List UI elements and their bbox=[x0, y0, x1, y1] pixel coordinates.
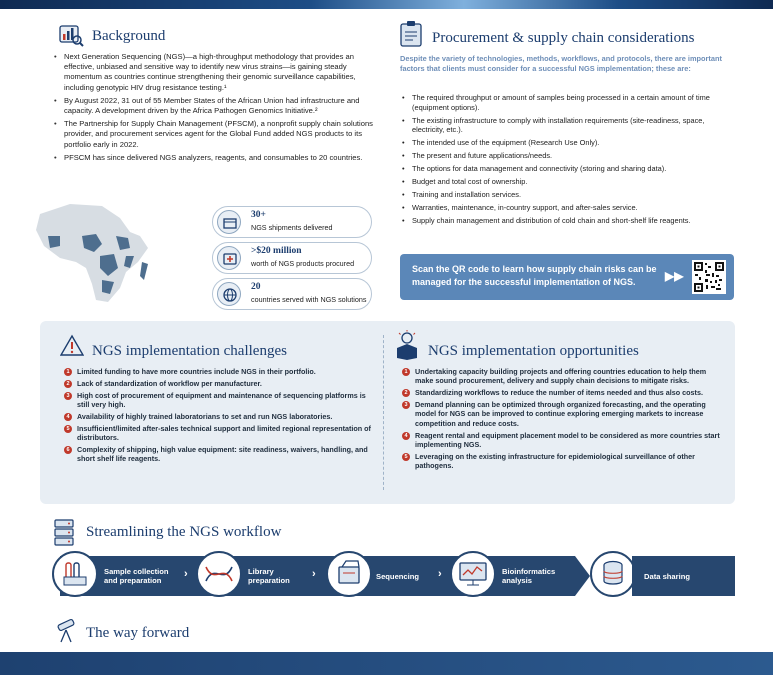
shipment-icon bbox=[217, 210, 241, 234]
stat-label: NGS shipments delivered bbox=[251, 223, 333, 232]
header-strip bbox=[0, 0, 773, 9]
list-item: • The existing infrastructure to comply with installation requirements (site-readiness, space, electricity, etc.). bbox=[400, 116, 730, 135]
way-forward-title: The way forward bbox=[86, 625, 190, 641]
stat-value: 30+ bbox=[251, 210, 266, 220]
workflow-step-sequencing-icon bbox=[326, 551, 372, 597]
list-item-text: Limited funding to have more countries include NGS in their portfolio. bbox=[77, 367, 316, 376]
medical-box-icon bbox=[217, 246, 241, 270]
list-item: • Training and installation services. bbox=[400, 190, 730, 200]
globe-icon bbox=[217, 282, 241, 306]
workflow-title: Streamlining the NGS workflow bbox=[86, 524, 282, 540]
double-arrow-icon: ▶▶ bbox=[665, 269, 684, 283]
challenges-list bbox=[64, 367, 374, 466]
stat-procured bbox=[212, 242, 372, 274]
number-badge: 2 bbox=[64, 380, 72, 388]
number-badge: 1 bbox=[64, 368, 72, 376]
stat-shipments bbox=[212, 206, 372, 238]
workflow-step-analysis-icon bbox=[450, 551, 496, 597]
workflow-step-label: Data sharing bbox=[644, 572, 690, 581]
background-bullets bbox=[54, 52, 374, 166]
procurement-title: Procurement & supply chain considerations bbox=[432, 30, 695, 46]
workflow-step-library-icon bbox=[196, 551, 242, 597]
warning-icon bbox=[60, 334, 84, 358]
number-badge: 1 bbox=[402, 368, 410, 376]
list-item: • Next Generation Sequencing (NGS)—a high-throughput methodology that provides an effective, unbiased and sensitive way to identify new virus strains—is gaining steady momentum as countries continue strengthening their genomic surveillance capabilities, including genotypic HIV drug resistance testing.¹ bbox=[54, 52, 374, 93]
africa-map-image bbox=[30, 196, 180, 306]
number-badge: 3 bbox=[402, 401, 410, 409]
clipboard-icon bbox=[398, 20, 424, 48]
stat-countries bbox=[212, 278, 372, 310]
procurement-bullets bbox=[400, 93, 730, 229]
list-item bbox=[64, 424, 374, 443]
workflow-step-sample-icon bbox=[52, 551, 98, 597]
list-item: • Budget and total cost of ownership. bbox=[400, 177, 730, 187]
list-item-text: Reagent rental and equipment placement model to be considered as more countries start implementing NGS. bbox=[415, 430, 720, 449]
list-item: • PFSCM has since delivered NGS analyzers, reagents, and consumables to 20 countries. bbox=[54, 153, 374, 163]
list-item bbox=[64, 391, 374, 410]
list-item bbox=[64, 367, 374, 376]
stat-label: countries served with NGS solutions bbox=[251, 295, 367, 304]
workflow-step-data-sharing-icon bbox=[590, 551, 636, 597]
number-badge: 4 bbox=[402, 432, 410, 440]
stat-label: worth of NGS products procured bbox=[251, 259, 355, 268]
chevron-right-icon: › bbox=[438, 568, 442, 580]
list-item: • The options for data management and connectivity (storing and sharing data). bbox=[400, 164, 730, 174]
list-item: • The intended use of the equipment (Research Use Only). bbox=[400, 138, 730, 148]
chevron-right-icon: › bbox=[312, 568, 316, 580]
opportunities-list bbox=[402, 367, 724, 473]
list-item-text: Lack of standardization of workflow per manufacturer. bbox=[77, 378, 262, 388]
stat-value: >$20 million bbox=[251, 246, 302, 256]
stat-value: 20 bbox=[251, 282, 261, 292]
chart-magnifier-icon bbox=[58, 22, 84, 48]
list-item: • Warranties, maintenance, in-country support, and after-sales service. bbox=[400, 203, 730, 213]
number-badge: 6 bbox=[64, 446, 72, 454]
list-item: • The required throughput or amount of samples being processed in a certain amount of time (equipment options). bbox=[400, 93, 730, 112]
qr-banner-text: Scan the QR code to learn how supply chain risks can be managed for the successful implementation of NGS. bbox=[412, 264, 657, 287]
workflow-step-label: Sequencing bbox=[376, 572, 420, 581]
list-item-text: Insufficient/limited after-sales technical support and limited regional representation of distributors. bbox=[77, 423, 371, 443]
workflow-step-label: Sample collection and preparation bbox=[104, 567, 169, 585]
list-item bbox=[402, 431, 724, 450]
list-item-text: Undertaking capacity building projects and offering countries education to help them make sound procurement, delivery and supply chain decisions to mitigate risks. bbox=[415, 367, 707, 386]
telescope-icon bbox=[54, 616, 78, 644]
procurement-intro: Despite the variety of technologies, methods, workflows, and protocols, there are important factors that clients must consider for a successful NGS implementation; these are: bbox=[400, 54, 722, 73]
list-item: • The Partnership for Supply Chain Management (PFSCM), a nonprofit supply chain solutions provider, and procurement services agent for the Global Fund added NGS products to its portfolio early in 2022. bbox=[54, 119, 374, 150]
list-item: • By August 2022, 31 out of 55 Member States of the African Union had infrastructure and capacity. A development driven by the Africa Pathogen Genomics Initiative.² bbox=[54, 96, 374, 116]
list-item-text: Complexity of shipping, high value equipment: site readiness, waivers, handling, and short shelf life reagents. bbox=[77, 445, 368, 464]
chevron-right-icon: › bbox=[184, 568, 188, 580]
list-item bbox=[402, 400, 724, 428]
list-item-text: High cost of procurement of equipment and maintenance of sequencing platforms is still very high. bbox=[77, 390, 366, 410]
footer-band bbox=[0, 652, 773, 675]
list-item: • The present and future applications/needs. bbox=[400, 151, 730, 161]
number-badge: 3 bbox=[64, 392, 72, 400]
list-item-text: Availability of highly trained laboratorians to set and run NGS laboratories. bbox=[77, 411, 333, 421]
list-item bbox=[64, 379, 374, 388]
opportunities-title: NGS implementation opportunities bbox=[428, 343, 639, 359]
list-item-text: Demand planning can be optimized through organized forecasting, and the operating model for NGS can be improved to continue exploring emerging markets to increase competition and reduce costs. bbox=[415, 400, 706, 428]
list-item bbox=[402, 452, 724, 471]
list-item-text: Leveraging on the existing infrastructure for epidemiological surveillance of other pathogens. bbox=[415, 451, 695, 471]
challenges-title: NGS implementation challenges bbox=[92, 343, 287, 359]
background-title: Background bbox=[92, 28, 166, 44]
workflow-step-label: Bioinformatics analysis bbox=[502, 567, 556, 585]
number-badge: 4 bbox=[64, 413, 72, 421]
list-item-text: Standardizing workflows to reduce the number of items needed and thus also costs. bbox=[415, 388, 703, 398]
list-item: • Supply chain management and distribution of cold chain and short-shelf life reagents. bbox=[400, 216, 730, 226]
server-stack-icon bbox=[52, 518, 76, 548]
list-item bbox=[402, 367, 724, 386]
workflow-step-label: Library preparation bbox=[248, 567, 290, 585]
panel-divider bbox=[383, 335, 384, 490]
qr-code-image[interactable] bbox=[692, 260, 726, 294]
list-item bbox=[64, 445, 374, 464]
number-badge: 5 bbox=[64, 425, 72, 433]
number-badge: 2 bbox=[402, 389, 410, 397]
qr-banner[interactable] bbox=[400, 254, 734, 300]
list-item bbox=[402, 388, 724, 397]
list-item bbox=[64, 412, 374, 421]
number-badge: 5 bbox=[402, 453, 410, 461]
lightbulb-box-icon bbox=[394, 330, 420, 360]
